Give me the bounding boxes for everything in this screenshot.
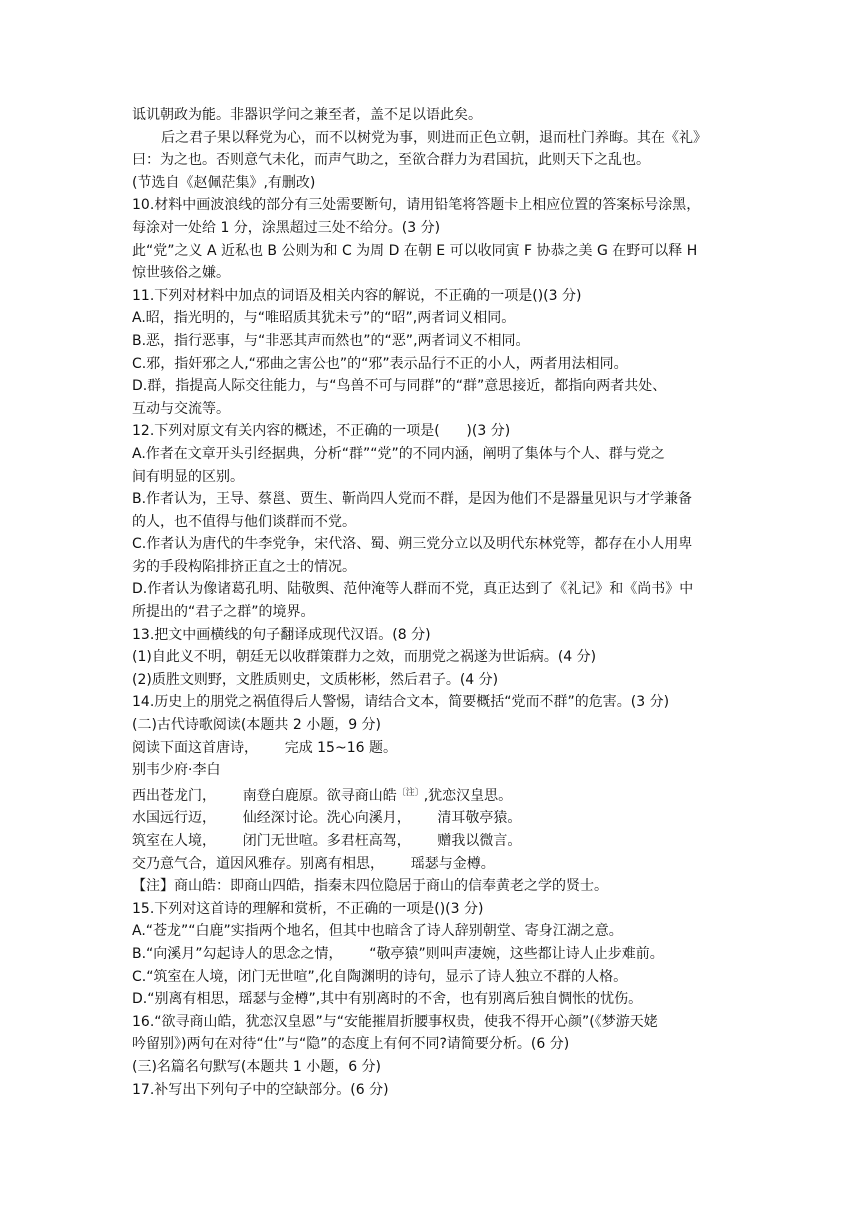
option-b: B.恶，指行恶事，与“非恶其声而然也”的“恶”,两者词义不相同。 bbox=[132, 332, 530, 349]
poem-text: ,犹恋汉皇思。 bbox=[423, 787, 513, 804]
poem-line bbox=[132, 782, 730, 808]
option-a: A.“苍龙”“白鹿”实指两个地名，但其中也暗含了诗人辞别朝堂、寄身江湖之意。 bbox=[132, 923, 623, 940]
option-d: D.群，指提高人际交往能力，与“鸟兽不可与同群”的“群”意思接近，都指向两者共处、 bbox=[132, 378, 667, 395]
source-note: (节选自《赵佩茫集》,有删改) bbox=[132, 174, 316, 191]
text-line: 劣的手段构陷排挤正直之士的情况。 bbox=[132, 558, 356, 575]
poem-line: 交乃意气合，道因风雅存。别离有相思， 瑶瑟与金樽。 bbox=[132, 855, 495, 872]
option-d: D.“别离有相思，瑶瑟与金樽”,其中有别离时的不舍，也有别离后独自惆怅的忧伤。 bbox=[132, 991, 643, 1008]
question-10: 10.材料中画波浪线的部分有三处需要断句，请用铅笔将答题卡上相应位置的答案标号涂黑， bbox=[132, 197, 701, 214]
option-c: C.作者认为唐代的牛李党争，宋代洛、蜀、朔三党分立以及明代东林党等，都存在小人用卑 bbox=[132, 536, 693, 553]
option-b: B.“向溪月”勾起诗人的思念之情， “敬亭猿”则叫声凄婉，这些都让诗人止步难前。 bbox=[132, 945, 664, 962]
option-a: A.昭，指光明的，与“唯昭质其犹未亏”的“昭”,两者词义相同。 bbox=[132, 310, 516, 327]
text-line: 的人，也不值得与他们谈群而不党。 bbox=[132, 513, 356, 530]
section-heading: (二)古代诗歌阅读(本题共 2 小题，9 分) bbox=[132, 717, 382, 734]
option-c: C.邪，指奸邪之人,“邪曲之害公也”的“邪”表示品行不正的小人，两者用法相同。 bbox=[132, 355, 628, 372]
question-15: 15.下列对这首诗的理解和赏析，不正确的一项是()(3 分) bbox=[132, 900, 484, 917]
question-13: 13.把文中画横线的句子翻译成现代汉语。(8 分) bbox=[132, 626, 431, 643]
poem-title: 别韦少府·李白 bbox=[132, 762, 221, 779]
instruction: 阅读下面这首唐诗， 完成 15~16 题。 bbox=[132, 739, 397, 756]
poem-note: 【注】商山皓：即商山四皓，指秦末四位隐居于商山的信奉黄老之学的贤士。 bbox=[132, 878, 608, 895]
text-line: 后之君子果以释党为心，而不以树党为事，则进而正色立朝，退而杜门养晦。其在《礼》 bbox=[161, 129, 707, 146]
text-line: 吟留别》)两句在对待“仕”与“隐”的态度上有何不同?请简要分析。(6 分) bbox=[132, 1036, 570, 1053]
text-line: 惊世骇俗之嫌。 bbox=[132, 265, 230, 282]
text-line: 曰：为之也。否则意气未化，而声气助之，至欲合群力为君国抗，此则天下之乱也。 bbox=[132, 152, 650, 169]
text-line: 诋讥朝政为能。非器识学问之兼至者，盖不足以语此矣。 bbox=[132, 107, 482, 123]
poem-line: 水国远行迈， 仙经深讨论。洗心向溪月， 清耳敬亭猿。 bbox=[132, 810, 522, 827]
question-11: 11.下列对材料中加点的词语及相关内容的解说，不正确的一项是()(3 分) bbox=[132, 287, 582, 304]
section-heading: (三)名篇名句默写(本题共 1 小题，6 分) bbox=[132, 1058, 382, 1075]
text-line: 每涂对一处给 1 分，涂黑超过三处不给分。(3 分) bbox=[132, 219, 441, 236]
sub-question-1: (1)自此义不明，朝廷无以收群策群力之效，而朋党之祸遂为世诟病。(4 分) bbox=[132, 649, 597, 666]
question-16: 16.“欲寻商山皓，犹恋汉皇恩”与“安能摧眉折腰事权贵，使我不得开心颜”(《梦游天姥 bbox=[132, 1013, 658, 1030]
option-a: A.作者在文章开头引经据典，分析“群”“党”的不同内涵，阐明了集体与个人、群与党之 bbox=[132, 445, 665, 462]
sub-question-2: (2)质胜文则野，文胜质则史，文质彬彬，然后君子。(4 分) bbox=[132, 671, 499, 688]
text-line: 间有明显的区别。 bbox=[132, 468, 244, 485]
text-line: 此“党”之义 A 近私也 B 公则为和 C 为周 D 在朝 E 可以收同寅 F 协恭之美 G 在野可以释 H bbox=[132, 242, 698, 259]
text-line: 互动与交流等。 bbox=[132, 400, 230, 417]
poem-text: 西出苍龙门， 南登白鹿原。欲寻商山皓 bbox=[132, 787, 397, 804]
option-c: C.“筑室在人境，闭门无世喧”,化自陶渊明的诗句，显示了诗人独立不群的人格。 bbox=[132, 968, 628, 985]
option-b: B.作者认为，王导、蔡邕、贾生、靳尚四人党而不群，是因为他们不是器量见识与才学兼备 bbox=[132, 491, 693, 508]
note-marker: 〔注〕 bbox=[396, 787, 424, 798]
poem-line: 筑室在人境， 闭门无世喧。多君枉高驾， 赠我以微言。 bbox=[132, 833, 522, 849]
question-17: 17.补写出下列句子中的空缺部分。(6 分) bbox=[132, 1081, 389, 1098]
question-12: 12.下列对原文有关内容的概述，不正确的一项是( )(3 分) bbox=[132, 423, 511, 440]
question-14: 14.历史上的朋党之祸值得后人警惕，请结合文本，简要概括“党而不群”的危害。(3 分) bbox=[132, 694, 670, 711]
text-line: 所提出的“君子之群”的境界。 bbox=[132, 604, 315, 621]
option-d: D.作者认为像诸葛孔明、陆敬舆、范仲淹等人群而不党，真正达到了《礼记》和《尚书》中 bbox=[132, 581, 694, 598]
